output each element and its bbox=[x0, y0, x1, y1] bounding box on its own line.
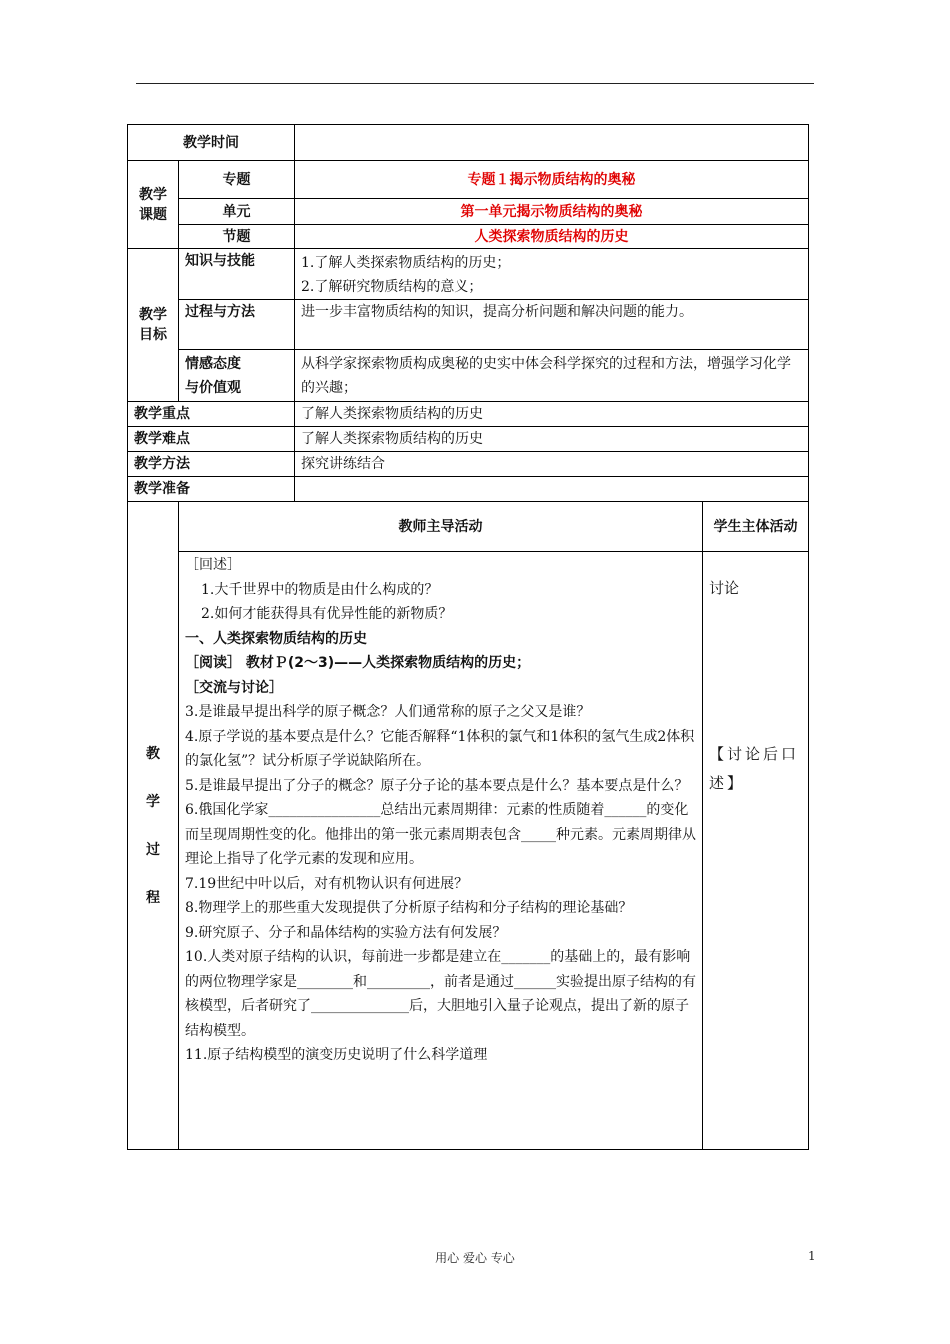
time-label: 教学时间 bbox=[128, 125, 295, 161]
student-activity-content bbox=[703, 552, 809, 1150]
question-6: 6.俄国化学家________________总结出元素周期律：元素的性质随着______的变化而呈现周期性变的化。他排出的第一张元素周期表包含_____种元素。元素周期律从理论上指导了化学元素的发现和应用。 bbox=[185, 802, 696, 867]
info-row-difficulty bbox=[128, 427, 809, 452]
difficulty-value: 了解人类探索物质结构的历史 bbox=[295, 427, 809, 452]
student-note-discuss: 讨论 bbox=[709, 579, 740, 597]
info-row-focus bbox=[128, 402, 809, 427]
course-group-text: 教学课题 bbox=[139, 186, 167, 223]
process-header-row bbox=[128, 502, 809, 552]
process-char-2: 学 bbox=[146, 793, 160, 810]
course-row-topic bbox=[128, 161, 809, 199]
question-4: 4.原子学说的基本要点是什么？它能否解释“1体积的氯气和1体积的氢气生成2体积的氯化氢”？试分析原子学说缺陷所在。 bbox=[185, 728, 695, 769]
difficulty-label: 教学难点 bbox=[128, 427, 295, 452]
section-heading: 一、人类探索物质结构的历史 bbox=[185, 630, 367, 647]
question-9: 9.研究原子、分子和晶体结构的实验方法有何发展？ bbox=[185, 924, 507, 941]
knowledge-value bbox=[295, 249, 809, 300]
teacher-activity-header: 教师主导活动 bbox=[179, 502, 703, 552]
course-row-section bbox=[128, 225, 809, 249]
process-method-value: 进一步丰富物质结构的知识，提高分析问题和解决问题的能力。 bbox=[295, 300, 809, 350]
question-7: 7.19世纪中叶以后，对有机物认识有何进展？ bbox=[185, 875, 469, 892]
teacher-activity-content bbox=[179, 552, 703, 1150]
header-rule bbox=[136, 83, 814, 84]
course-group-label bbox=[128, 161, 179, 249]
focus-value: 了解人类探索物质结构的历史 bbox=[295, 402, 809, 427]
goal-row-knowledge bbox=[128, 249, 809, 300]
time-row bbox=[128, 125, 809, 161]
student-note-oral: 【讨论后口述】 bbox=[709, 745, 800, 792]
goal-row-process bbox=[128, 300, 809, 350]
question-1: 1.大千世界中的物质是由什么构成的？ bbox=[201, 581, 439, 598]
knowledge-line-1: 1.了解人类探索物质结构的历史； bbox=[301, 255, 511, 271]
question-3: 3.是谁最早提出科学的原子概念？人们通常称的原子之父又是谁？ bbox=[185, 704, 591, 720]
knowledge-line-2: 2.了解研究物质结构的意义； bbox=[301, 279, 483, 295]
attitude-value: 从科学家探索物质构成奥秘的史实中体会科学探究的过程和方法，增强学习化学的兴趣； bbox=[295, 350, 809, 402]
focus-label: 教学重点 bbox=[128, 402, 295, 427]
goals-group-text: 教学目标 bbox=[139, 307, 167, 343]
course-row-unit bbox=[128, 199, 809, 225]
process-body-row bbox=[128, 552, 809, 1150]
student-activity-header: 学生主体活动 bbox=[703, 502, 809, 552]
lesson-plan-table bbox=[127, 124, 809, 1150]
goal-row-attitude bbox=[128, 350, 809, 402]
question-11: 11.原子结构模型的演变历史说明了什么科学道理 bbox=[185, 1047, 488, 1063]
info-row-method bbox=[128, 452, 809, 477]
topic-label: 专题 bbox=[179, 161, 295, 199]
process-char-4: 程 bbox=[146, 889, 160, 906]
method-label: 教学方法 bbox=[128, 452, 295, 477]
goals-group-label bbox=[128, 249, 179, 402]
question-5: 5.是谁最早提出了分子的概念？原子分子论的基本要点是什么？基本要点是什么？ bbox=[185, 777, 689, 794]
attitude-label-line-2: 与价值观 bbox=[185, 379, 241, 396]
page-number: 1 bbox=[808, 1249, 816, 1263]
process-char-3: 过 bbox=[146, 841, 160, 858]
preparation-label: 教学准备 bbox=[128, 477, 295, 502]
discussion-tag: ［交流与讨论］ bbox=[185, 679, 283, 696]
unit-label: 单元 bbox=[179, 199, 295, 225]
time-value bbox=[295, 125, 809, 161]
topic-value: 专题１揭示物质结构的奥秘 bbox=[295, 161, 809, 199]
review-tag: ［回述］ bbox=[185, 557, 241, 573]
process-method-label: 过程与方法 bbox=[179, 300, 295, 350]
info-row-preparation bbox=[128, 477, 809, 502]
question-8: 8.物理学上的那些重大发现提供了分析原子结构和分子结构的理论基础？ bbox=[185, 900, 633, 916]
preparation-value bbox=[295, 477, 809, 502]
knowledge-label: 知识与技能 bbox=[179, 249, 295, 300]
process-group-label bbox=[128, 502, 179, 1150]
attitude-label-line-1: 情感态度 bbox=[185, 355, 241, 372]
footer-text: 用心 爱心 专心 bbox=[435, 1251, 515, 1265]
section-value: 人类探索物质结构的历史 bbox=[295, 225, 809, 249]
method-value: 探究讲练结合 bbox=[295, 452, 809, 477]
process-char-1: 教 bbox=[146, 745, 160, 762]
attitude-label bbox=[179, 350, 295, 402]
reading-tag: ［阅读］ 教材Ｐ(2～3)——人类探索物质结构的历史； bbox=[185, 655, 531, 671]
section-label: 节题 bbox=[179, 225, 295, 249]
question-10: 10.人类对原子结构的认识，每前进一步都是建立在_______的基础上的，最有影响的两位物理学家是________和_________，前者是通过______实验提出原子结构的有核模型，后者研究了______________后，大胆地引入量子论观点，提出了新的原子结构模型。 bbox=[185, 949, 696, 1039]
question-2: 2.如何才能获得具有优异性能的新物质？ bbox=[201, 606, 453, 622]
unit-value: 第一单元揭示物质结构的奥秘 bbox=[295, 199, 809, 225]
